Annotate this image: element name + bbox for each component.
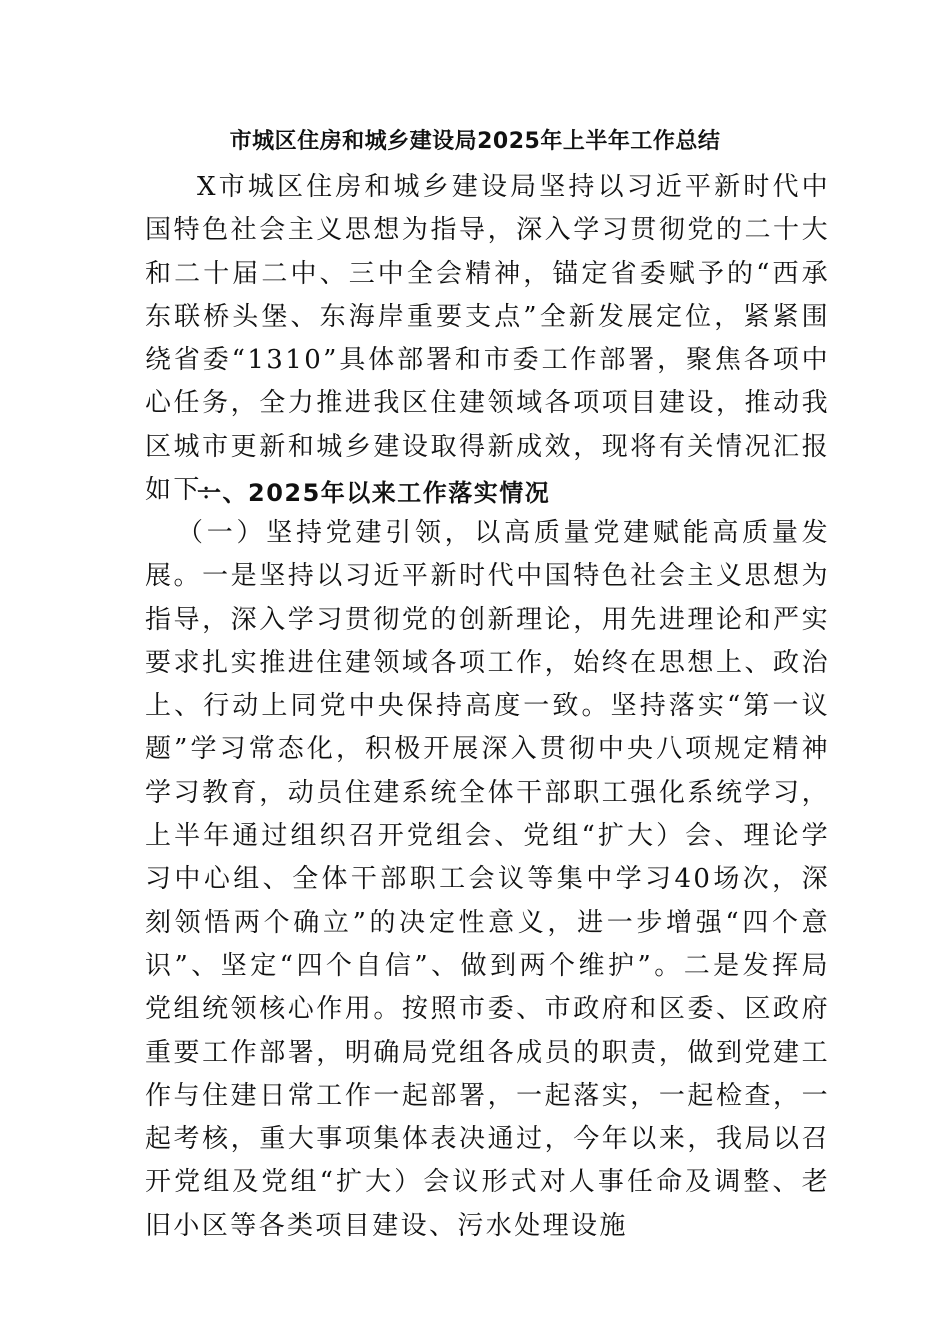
intro-paragraph: X市城区住房和城乡建设局坚持以习近平新时代中国特色社会主义思想为指导，深入学习贯彻党的二十大和二十届二中、三中全会精神，锚定省委赋予的“西承东联桥头堡、东海岸重要支点”全新发展定位，紧紧围绕省委“1310”具体部署和市委工作部署，聚焦各项中心任务，全力推进我区住建领域各项项目建设，推动我区城市更新和城乡建设取得新成效，现将有关情况汇报如下: (145, 172, 830, 506)
section-paragraph: （一）坚持党建引领，以高质量党建赋能高质量发展。一是坚持以习近平新时代中国特色社会主义思想为指导，深入学习贯彻党的创新理论，用先进理论和严实要求扎实推进住建领域各项工作，始终在思想上、政治上、行动上同党中央保持高度一致。坚持落实“第一议题”学习常态化，积极开展深入贯彻中央八项规定精神学习教育，动员住建系统全体干部职工强化系统学习，上半年通过组织召开党组会、党组“扩大）会、理论学习中心组、全体干部职工会议等集中学习40场次，深刻领悟两个确立”的决定性意义，进一步增强“四个意识”、坚定“四个自信”、做到两个维护”。二是发挥局党组统领核心作用。按照市委、市政府和区委、区政府重要工作部署，明确局党组各成员的职责，做到党建工作与住建日常工作一起部署，一起落实，一起检查，一起考核，重大事项集体表决通过，今年以来，我局以召开党组及党组“扩大）会议形式对人事任命及调整、老旧小区等各类项目建设、污水处理设施 (145, 518, 830, 1241)
page-title: 市城区住房和城乡建设局2025年上半年工作总结 (229, 129, 721, 154)
section-heading: 一、2025年以来工作落实情况 (197, 479, 551, 507)
